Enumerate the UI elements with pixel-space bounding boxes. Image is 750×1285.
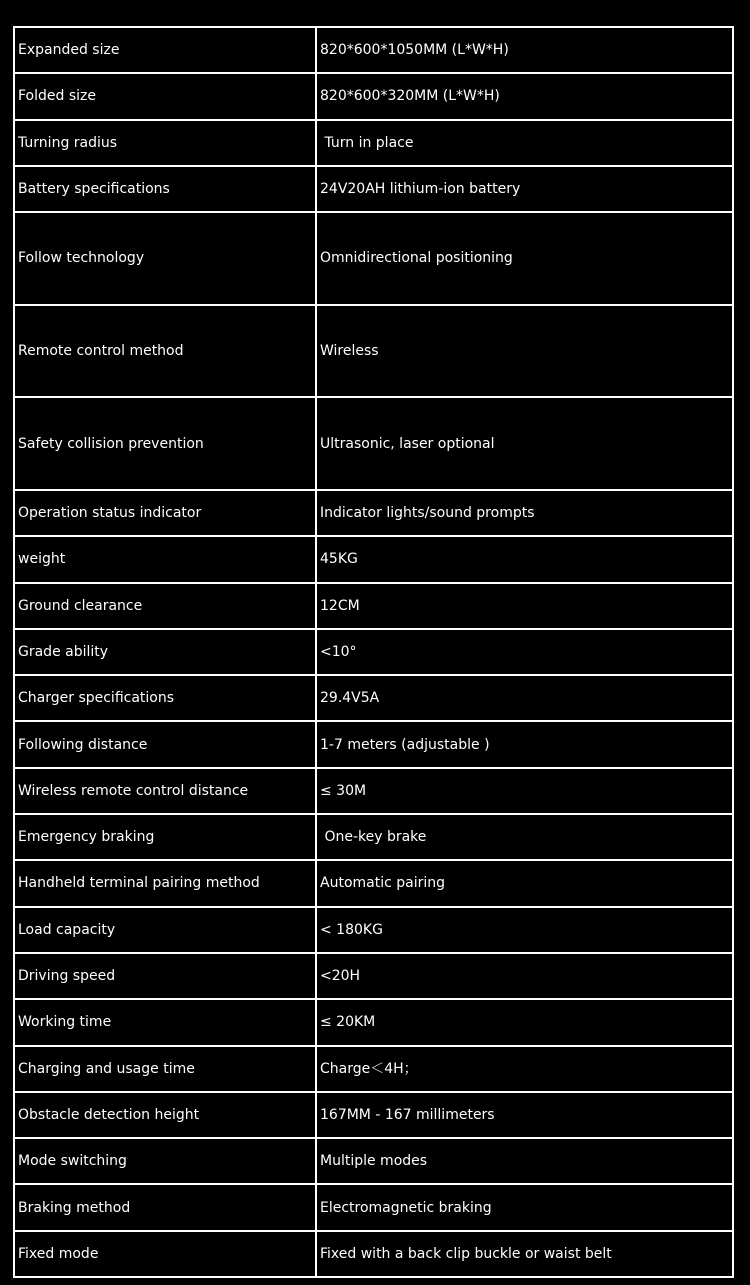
spec-value: 820*600*320MM (L*W*H) [316, 73, 733, 119]
spec-value: 820*600*1050MM (L*W*H) [316, 27, 733, 73]
spec-label: Operation status indicator [14, 490, 316, 536]
spec-row [14, 721, 733, 767]
spec-value: <20H [316, 953, 733, 999]
spec-label: Mode switching [14, 1138, 316, 1184]
spec-row [14, 166, 733, 212]
spec-label: Driving speed [14, 953, 316, 999]
spec-value: Fixed with a back clip buckle or waist belt [316, 1231, 733, 1277]
spec-row [14, 73, 733, 119]
spec-value: 167MM - 167 millimeters [316, 1092, 733, 1138]
spec-table-body [14, 27, 733, 1277]
spec-label: Following distance [14, 721, 316, 767]
spec-label: Ground clearance [14, 583, 316, 629]
spec-row [14, 675, 733, 721]
spec-value: < 180KG [316, 907, 733, 953]
spec-value: Omnidirectional positioning [316, 212, 733, 305]
spec-label: Expanded size [14, 27, 316, 73]
spec-row [14, 1046, 733, 1092]
spec-row [14, 583, 733, 629]
spec-label: Load capacity [14, 907, 316, 953]
spec-row [14, 953, 733, 999]
spec-value: Wireless [316, 305, 733, 398]
spec-value: 24V20AH lithium-ion battery [316, 166, 733, 212]
spec-row [14, 27, 733, 73]
spec-value: Turn in place [316, 120, 733, 166]
spec-label: Follow technology [14, 212, 316, 305]
spec-value: ≤ 20KM [316, 999, 733, 1045]
spec-row [14, 629, 733, 675]
spec-label: Handheld terminal pairing method [14, 860, 316, 906]
spec-row [14, 860, 733, 906]
spec-row [14, 814, 733, 860]
spec-label: Turning radius [14, 120, 316, 166]
spec-label: Charging and usage time [14, 1046, 316, 1092]
spec-row [14, 490, 733, 536]
spec-row [14, 1184, 733, 1230]
spec-value: 12CM [316, 583, 733, 629]
spec-label: Charger specifications [14, 675, 316, 721]
spec-value: Electromagnetic braking [316, 1184, 733, 1230]
spec-label: Braking method [14, 1184, 316, 1230]
spec-value: Charge＜4H； [316, 1046, 733, 1092]
spec-label: Working time [14, 999, 316, 1045]
spec-row [14, 120, 733, 166]
spec-row [14, 397, 733, 490]
spec-value: 45KG [316, 536, 733, 582]
spec-row [14, 305, 733, 398]
spec-row [14, 536, 733, 582]
spec-label: Wireless remote control distance [14, 768, 316, 814]
spec-value: 29.4V5A [316, 675, 733, 721]
spec-row [14, 212, 733, 305]
spec-value: Indicator lights/sound prompts [316, 490, 733, 536]
spec-row [14, 1092, 733, 1138]
spec-label: Folded size [14, 73, 316, 119]
spec-row [14, 1231, 733, 1277]
spec-label: Remote control method [14, 305, 316, 398]
spec-value: ≤ 30M [316, 768, 733, 814]
spec-row [14, 999, 733, 1045]
spec-label: Fixed mode [14, 1231, 316, 1277]
spec-value: One-key brake [316, 814, 733, 860]
spec-value: <10° [316, 629, 733, 675]
spec-row [14, 907, 733, 953]
spec-label: Grade ability [14, 629, 316, 675]
spec-row [14, 768, 733, 814]
spec-value: Automatic pairing [316, 860, 733, 906]
spec-label: weight [14, 536, 316, 582]
spec-table [13, 26, 734, 1278]
spec-label: Obstacle detection height [14, 1092, 316, 1138]
spec-label: Safety collision prevention [14, 397, 316, 490]
spec-row [14, 1138, 733, 1184]
spec-value: Ultrasonic, laser optional [316, 397, 733, 490]
spec-value: 1-7 meters (adjustable ) [316, 721, 733, 767]
spec-label: Battery specifications [14, 166, 316, 212]
spec-label: Emergency braking [14, 814, 316, 860]
spec-value: Multiple modes [316, 1138, 733, 1184]
